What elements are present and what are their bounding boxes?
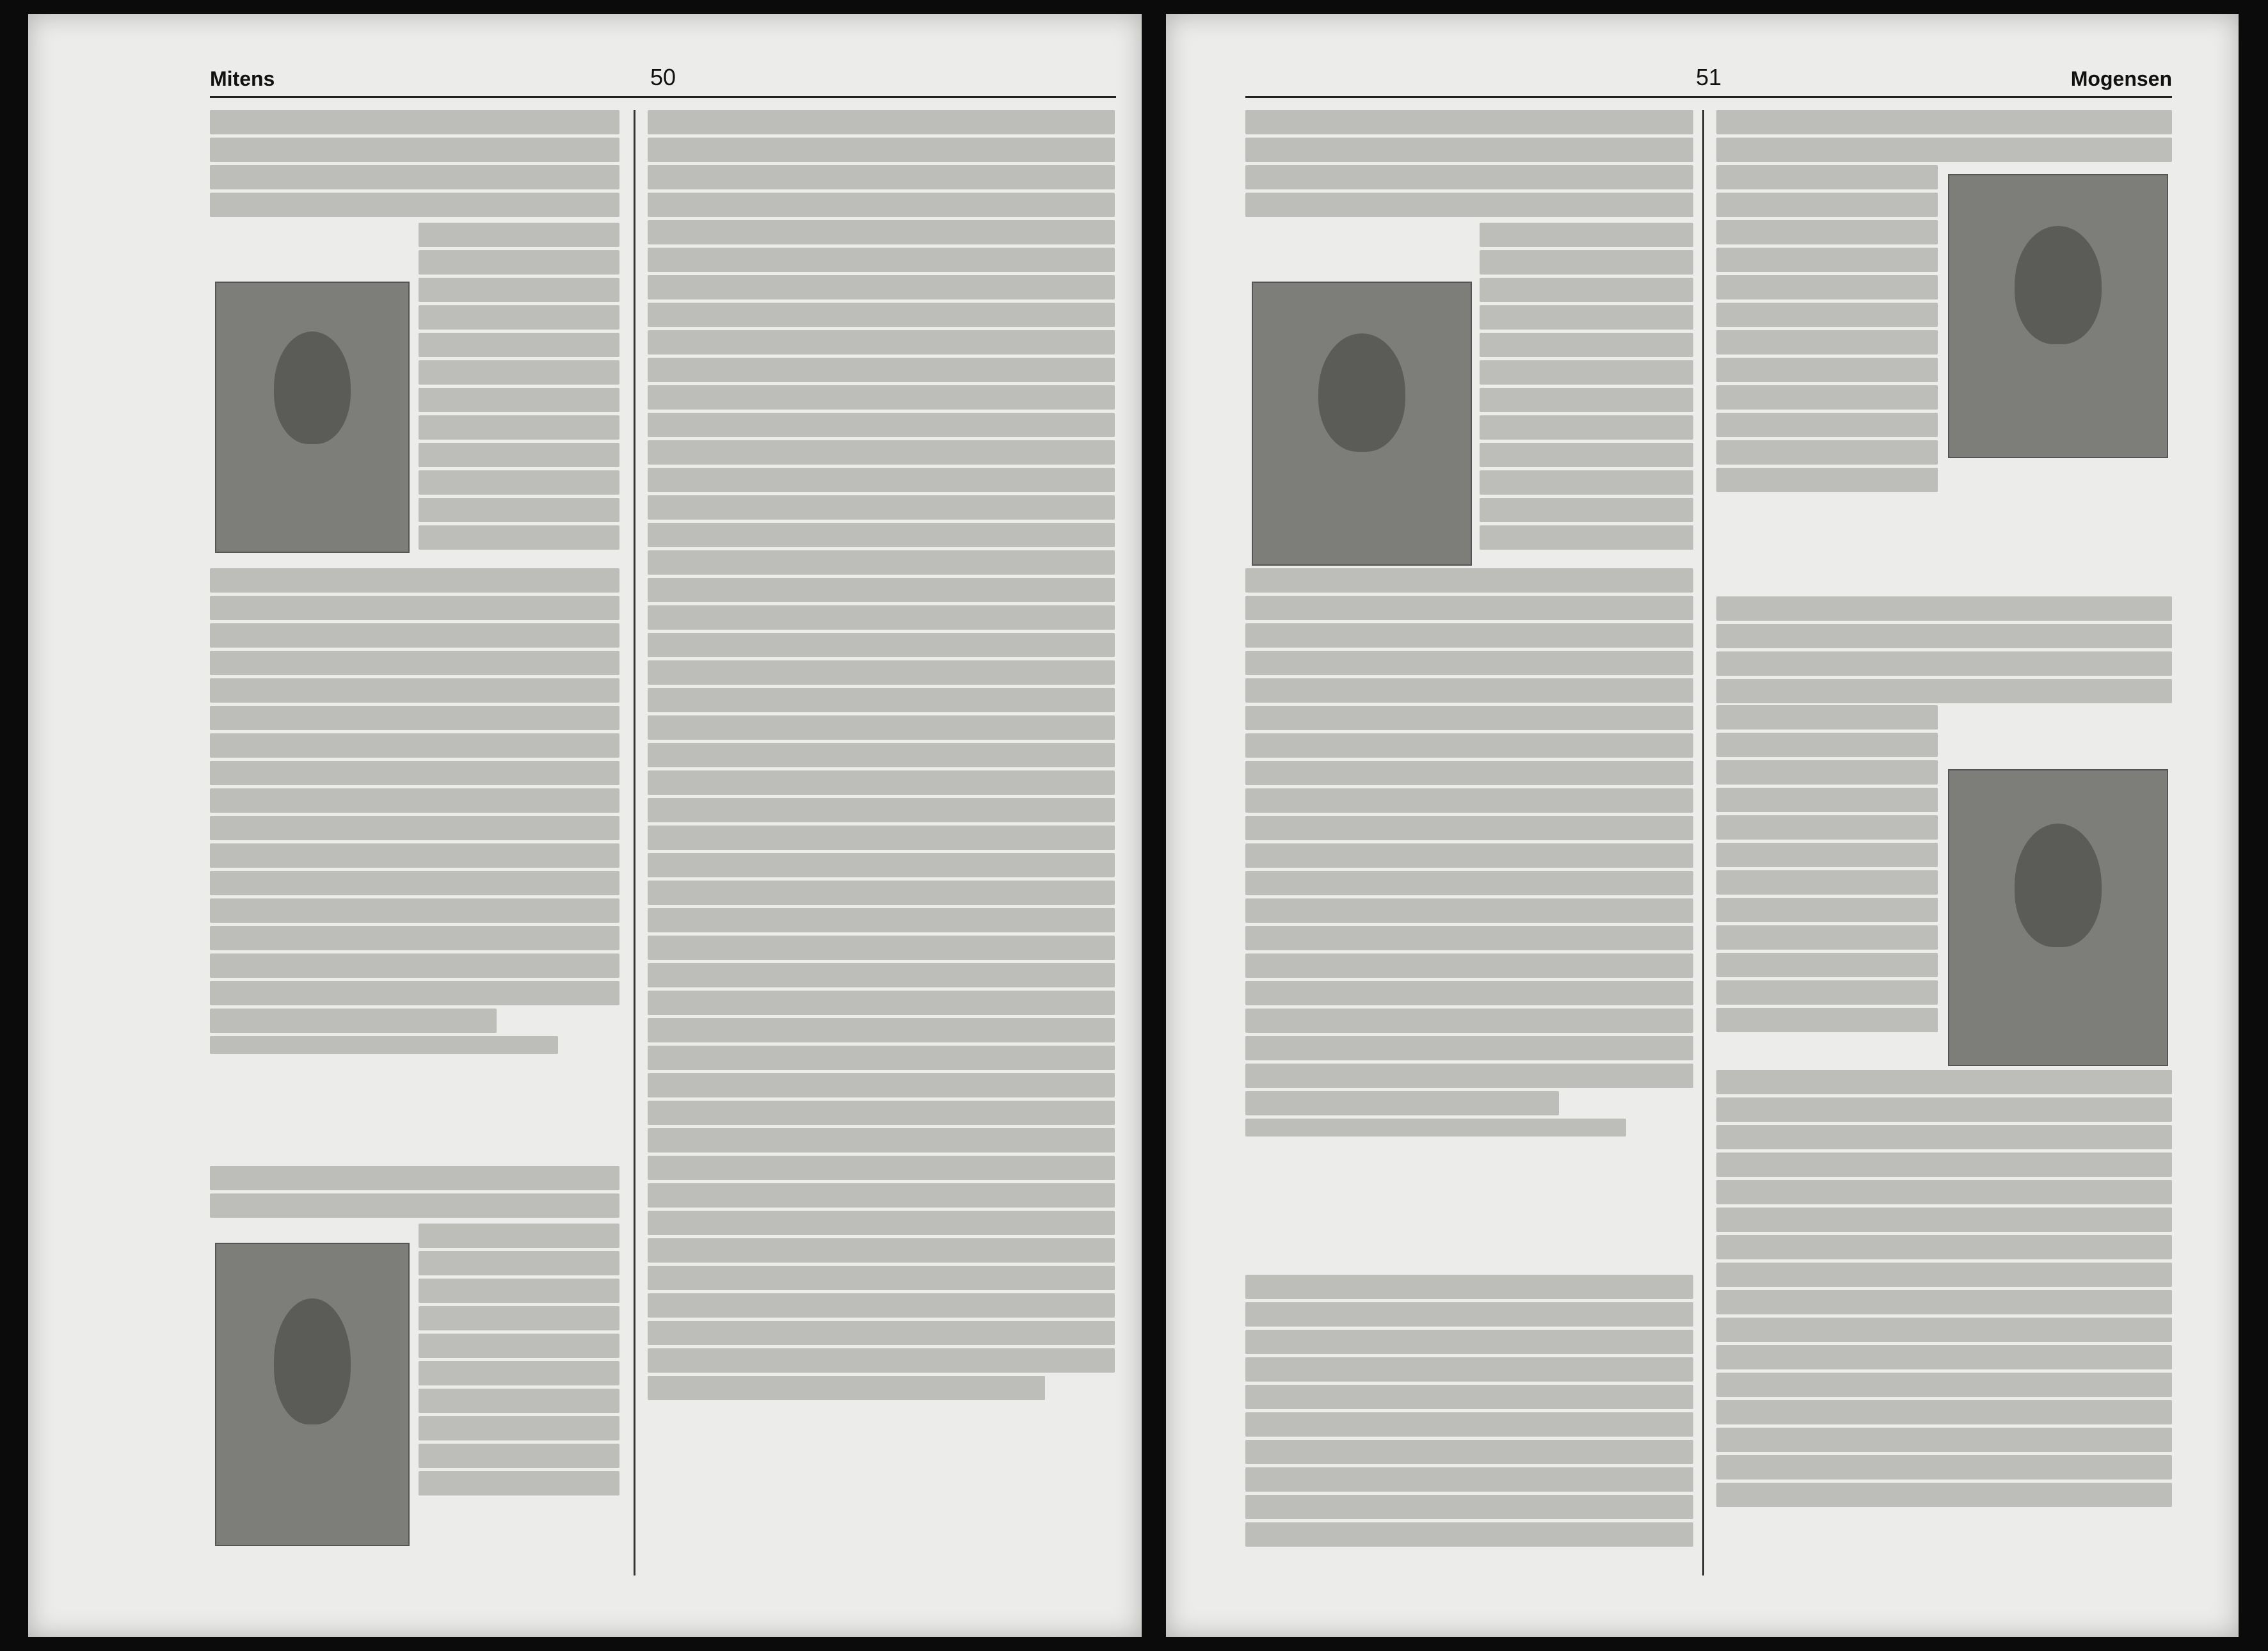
left-page-number: 50 (650, 64, 676, 90)
left-column-1 (210, 110, 619, 220)
right-column-1-lower (1245, 568, 1693, 1140)
left-column-1-lower (210, 568, 619, 1057)
right-column-2-bottom (1716, 1070, 2172, 1510)
right-column-rule (1702, 110, 1704, 1575)
right-running-head: Mogensen (2070, 67, 2172, 90)
left-column-rule (634, 110, 635, 1575)
right-column-1-entry (1245, 1275, 1693, 1550)
right-page (1166, 14, 2239, 1637)
portrait-photo (215, 1243, 410, 1546)
right-column-2 (1716, 110, 2172, 165)
right-column-1-wrap (1480, 223, 1693, 553)
portrait-photo (1948, 174, 2168, 458)
left-column-1-wrap (419, 223, 619, 553)
left-column-2 (648, 110, 1115, 1403)
right-column-2-lower (1716, 596, 2172, 706)
portrait-photo (1252, 282, 1472, 566)
left-running-head: Mitens (210, 67, 275, 90)
left-column-1-entry (210, 1166, 619, 1221)
portrait-photo (215, 282, 410, 553)
book-edge (0, 0, 28, 1651)
left-page-header (210, 51, 1116, 98)
right-column-2-wrap-2 (1716, 705, 1938, 1035)
left-column-1-entry-wrap (419, 1224, 619, 1499)
book-gutter (1142, 0, 1166, 1651)
right-page-header (1245, 51, 2172, 98)
right-column-2-wrap (1716, 165, 1938, 495)
left-page (28, 14, 1142, 1637)
right-column-1 (1245, 110, 1693, 220)
right-page-number: 51 (1695, 64, 1722, 90)
portrait-photo (1948, 769, 2168, 1066)
